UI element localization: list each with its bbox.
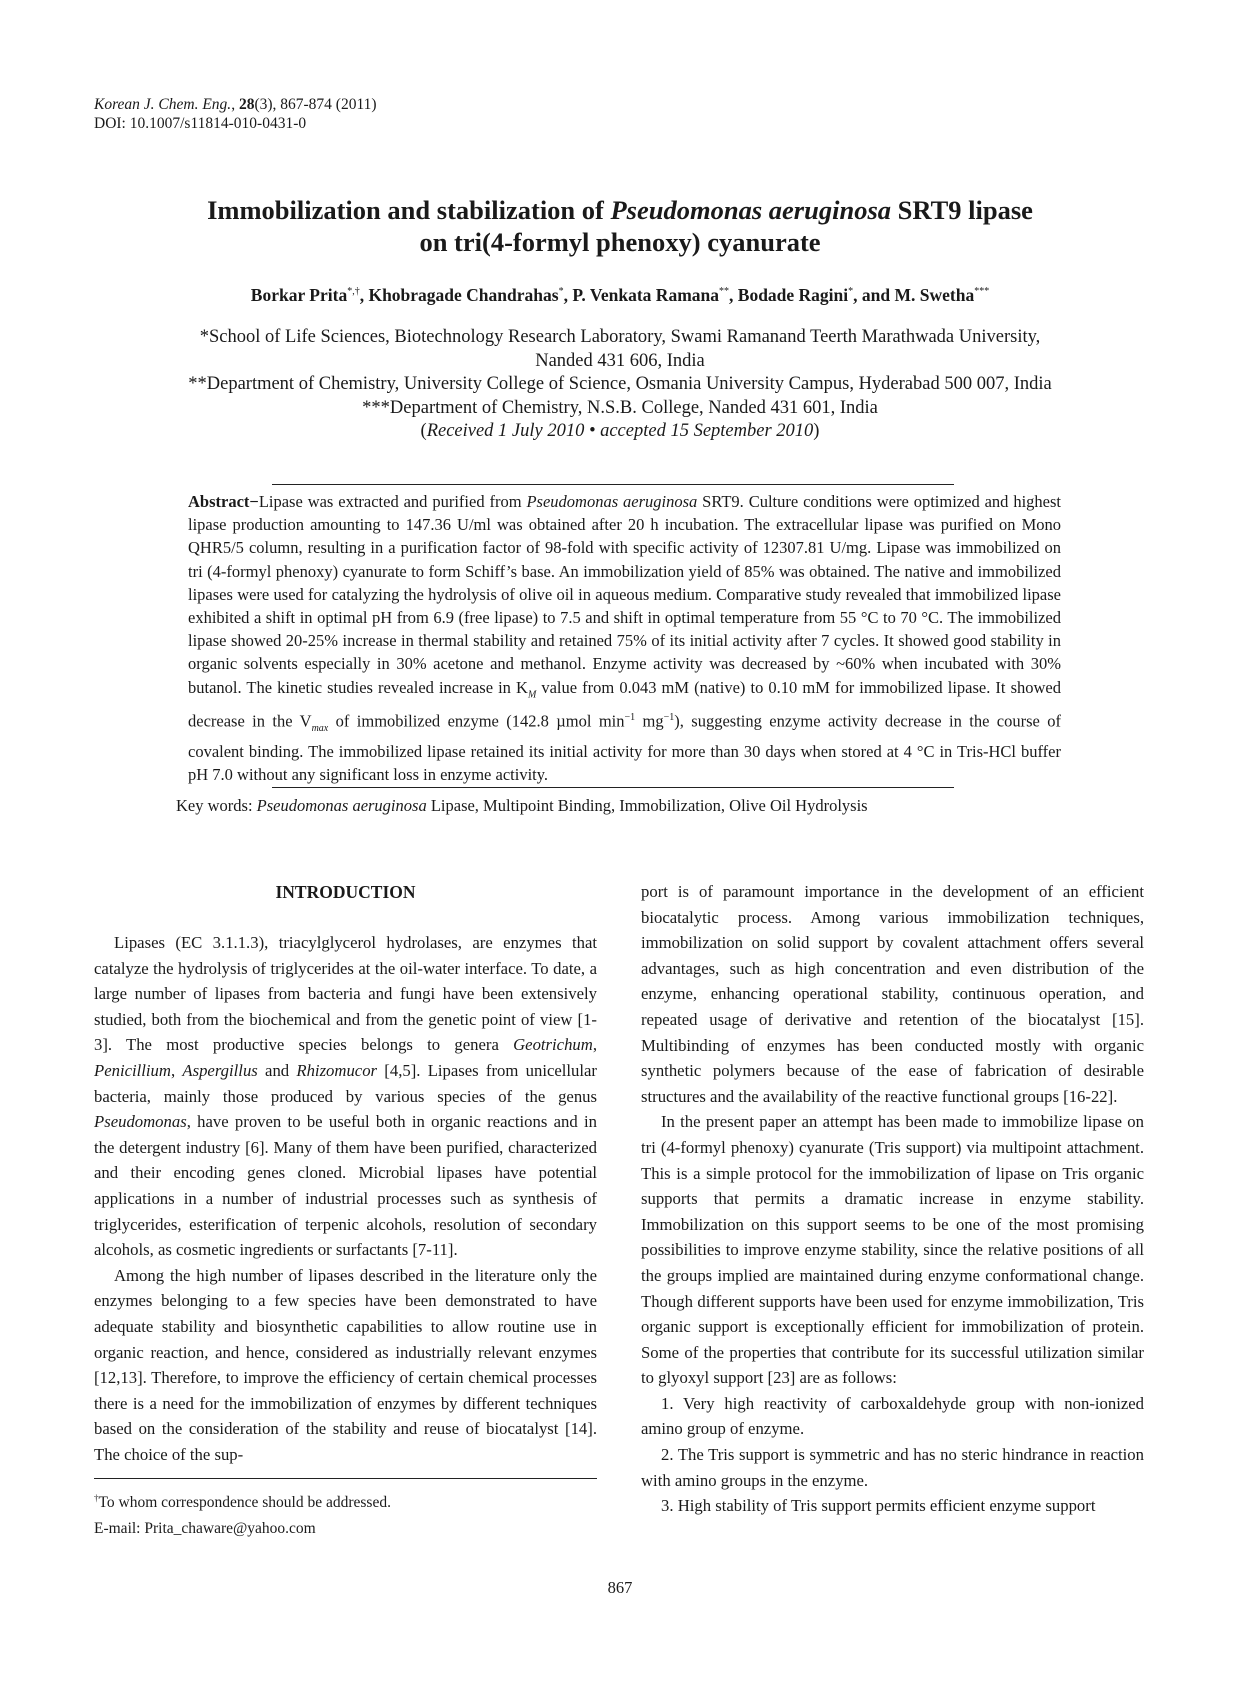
keywords-text: Lipase, Multipoint Binding, Immobilization, Olive Oil Hydrolysis [426, 796, 868, 815]
title-line-2: on tri(4-formyl phenoxy) cyanurate [419, 227, 821, 257]
abstract-text: value from 0.043 mM (native) to 0.10 mM for immobilized lipase. It showed decrease in the V [188, 677, 1062, 731]
text-run: [4,5]. Lipases from unicellular bacteria, mainly those produced by various species of the genus [94, 1060, 597, 1106]
author: Bodade Ragini [737, 284, 849, 305]
list-item: 2. The Tris support is symmetric and has no steric hindrance in reaction with amino groups in the enzyme. [641, 1445, 1144, 1490]
text-run: , [170, 1060, 183, 1080]
dagger-mark: † [94, 1493, 99, 1503]
email-note: E-mail: Prita_chaware@yahoo.com [94, 1520, 316, 1538]
correspondence-note [94, 1485, 391, 1516]
received-text: Received 1 July 2010 • accepted 15 September 2010 [426, 421, 814, 441]
title-text-1: Immobilization and stabilization of [207, 195, 611, 225]
section-heading: INTRODUCTION [275, 882, 416, 902]
abstract-text: mg [635, 711, 664, 731]
footnotes [94, 1485, 391, 1542]
vmax-subscript: max [311, 722, 329, 734]
abstract-dash: − [249, 492, 259, 511]
title-species: Pseudomonas aeruginosa [610, 195, 892, 225]
journal-issue-pages: (3), 867-874 (2011) [254, 96, 377, 113]
keywords-label: Key words: [176, 796, 257, 815]
author: P. Venkata Ramana [572, 284, 720, 305]
abstract-text: ), suggesting enzyme activity decrease in the course of covalent binding. The immobilized lipase retained its initial activity for more than 30 days when stored at 4 °C in Tris-HCl buffer pH 7.0 without any significant loss in enzyme activity. [188, 711, 1061, 785]
affiliation-1-line-2: Nanded 431 606, India [535, 350, 705, 371]
genus: Penicillium [94, 1060, 171, 1080]
abstract-label: Abstract [188, 492, 250, 511]
journal-line: Korean J. Chem. Eng., 28(3), 867-874 (2011) [94, 96, 377, 113]
author-sep: , [729, 284, 738, 305]
affiliation-3: ***Department of Chemistry, N.S.B. College, Nanded 431 601, India [362, 397, 878, 418]
abstract-bottom-rule [272, 787, 954, 788]
footnote-rule [94, 1478, 597, 1479]
km-subscript: M [527, 688, 537, 700]
title-text-2: SRT9 lipase [891, 195, 1033, 225]
affiliations [0, 326, 1240, 444]
author-sep: , and [853, 284, 895, 305]
affiliation-1-line-1: *School of Life Sciences, Biotechnology Research Laboratory, Swami Ramanand Teerth Marathwada University, [199, 327, 1041, 347]
abstract-text: Lipase was extracted and purified from [258, 492, 527, 511]
abstract-text: SRT9. Culture conditions were optimized and highest lipase production amounting to 147.36 U/ml was obtained after 20 h incubation. The extracellular lipase was purified on Mono QHR5/5 column, resulting in a purification factor of 98-fold with specific activity of 12307.81 U/mg. Lipase was immobilized on tri (4-formyl phenoxy) cyanurate to form Schiff’s base. An immobilization yield of 85% was obtained. The native and immobilized lipases were used for catalyzing the hydrolysis of olive oil in aqueous medium. Comparative study revealed that immobilized lipase exhibited a shift in optimal pH from 6.9 (free lipase) to 7.5 and shift in optimal temperature from 55 °C to 70 °C. The immobilized lipase showed 20-25% increase in thermal stability and retained 75% of its initial activity after 7 cycles. It showed good stability in organic solvents especially in 30% acetone and methanol. Enzyme activity was decreased by ~60% when incubated with 30% butanol. The kinetic studies revealed increase in K [188, 492, 1061, 697]
paragraph: port is of paramount importance in the development of an efficient biocatalytic process. Among various immobilization techniques, immobilization on solid support by covalent attachment offers several advantages, such as high concentration and even distribution of the enzyme, enhancing operational stability, continuous operation, and repeated usage of derivative and retention of the biocatalyst [15]. Multibinding of enzymes has been conducted mostly with organic synthetic polymers because of the ease of fabrication of desirable structures and the availability of the reactive functional groups [16-22]. [641, 882, 1144, 1106]
paren-open: ( [420, 421, 427, 441]
left-column [94, 930, 597, 1467]
received-dates [0, 420, 1240, 444]
paragraph: In the present paper an attempt has been made to immobilize lipase on tri (4-formyl phenoxy) cyanurate (Tris support) via multipoint attachment. This is a simple protocol for the immobilization of lipase on Tris organic supports that permits a dramatic increase in enzyme stability. Immobilization on this support seems to be one of the most promising possibilities to improve enzyme stability, since the relative positions of all the groups implied are maintained during enzyme conformational change. Though different supports have been used for enzyme immobilization, Tris organic support is exceptionally efficient for immobilization of protein. Some of the properties that contribute for its successful utilization similar to glyoxyl support [23] are as follows: [641, 1112, 1144, 1388]
abstract [188, 490, 1061, 787]
author-list [0, 281, 1240, 306]
author: Khobragade Chandrahas [368, 284, 559, 305]
abstract-text: of immobilized enzyme (142.8 µmol min [328, 711, 625, 731]
article-title [0, 194, 1240, 258]
author-sep: , [563, 284, 573, 305]
paragraph [94, 930, 597, 1263]
title-line-1 [0, 194, 1240, 226]
text-run: , [592, 1035, 597, 1055]
genus: Geotrichum [513, 1035, 593, 1055]
genus: Rhizomucor [296, 1060, 378, 1080]
author: M. Swetha [894, 284, 975, 305]
affiliation-2: **Department of Chemistry, University College of Science, Osmania University Campus, Hyderabad 500 007, India [188, 374, 1052, 394]
list-item: 1. Very high reactivity of carboxaldehyde group with non-ionized amino group of enzyme. [641, 1393, 1144, 1439]
exponent: −1 [624, 712, 636, 724]
abstract-species: Pseudomonas aeruginosa [526, 492, 698, 511]
author-sep: , [359, 284, 369, 305]
exponent: −1 [663, 712, 675, 724]
text-run: and [257, 1060, 297, 1080]
journal-citation [94, 95, 377, 133]
genus: Aspergillus [182, 1060, 258, 1080]
author-mark: *** [974, 286, 990, 297]
text-run: , have proven to be useful both in organic reactions and in the detergent industry [6]. Many of them have been purified, characterized and their encoding genes cloned. Microbial lipases have potential applications in a number of industrial processes such as synthesis of triglycerides, esterification of terpenic alcohols, resolution of secondary alcohols, as cosmetic ingredients or surfactants [7-11]. [94, 1112, 597, 1260]
genus: Pseudomonas [94, 1112, 187, 1132]
right-column [641, 879, 1144, 1519]
author-mark: * [848, 286, 854, 297]
paragraph: Among the high number of lipases described in the literature only the enzymes belonging to a few species have been demonstrated to have adequate stability and biosynthetic capabilities to allow routine use in organic reaction, and hence, considered as industrially relevant enzymes [12,13]. Therefore, to improve the efficiency of certain chemical processes there is a need for the immobilization of enzymes by different techniques based on the consideration of the stability and reuse of biocatalyst [14]. The choice of the sup- [94, 1265, 597, 1464]
correspondence-text: To whom correspondence should be addressed. [98, 1494, 391, 1512]
author-mark: * [558, 286, 564, 297]
journal-doi: DOI: 10.1007/s11814-010-0431-0 [94, 115, 307, 132]
page-number: 867 [607, 1578, 633, 1597]
journal-volume: 28 [238, 96, 255, 113]
keywords-species: Pseudomonas aeruginosa [256, 796, 427, 815]
keywords [176, 795, 868, 817]
author: Borkar Prita [250, 284, 348, 305]
abstract-top-rule [272, 484, 954, 485]
paren-close: ) [813, 421, 820, 441]
author-mark: *,† [347, 286, 360, 297]
list-item: 3. High stability of Tris support permits efficient enzyme support [661, 1496, 1096, 1516]
author-mark: ** [719, 286, 730, 297]
text-run: Lipases (EC 3.1.1.3), triacylglycerol hydrolases, are enzymes that catalyze the hydrolysis of triglycerides at the oil-water interface. To date, a large number of lipases from bacteria and fungi have been extensively studied, both from the biochemical and from the genetic point of view [1-3]. The most productive species belongs to genera [94, 933, 597, 1055]
journal-name: Korean J. Chem. Eng. [94, 96, 232, 113]
